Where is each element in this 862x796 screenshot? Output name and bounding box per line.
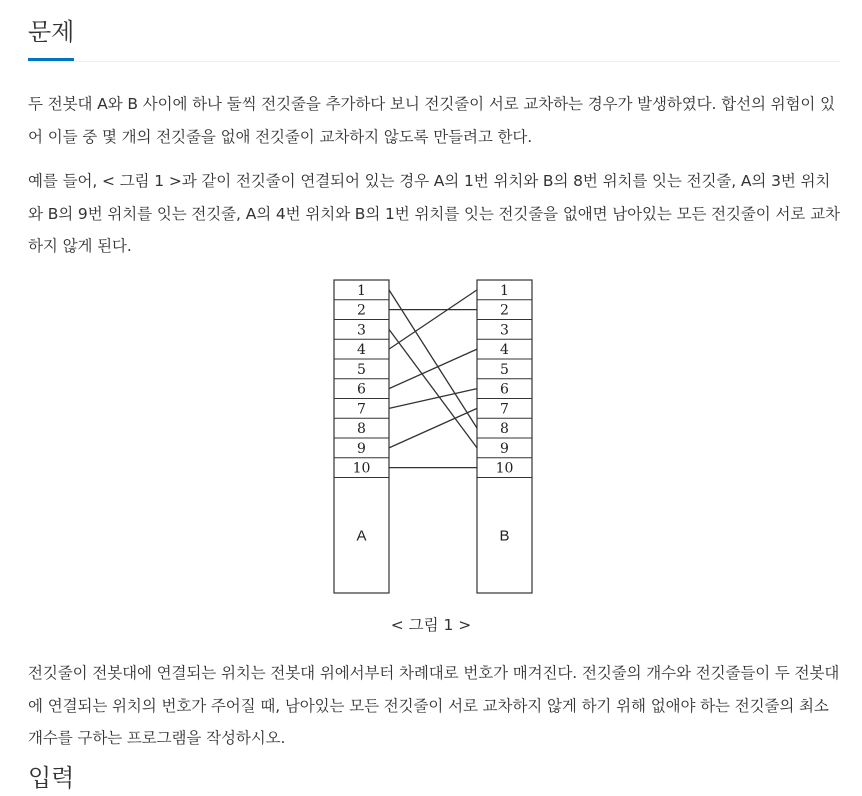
pole-b (477, 280, 532, 593)
pole-a-position-label: 4 (357, 342, 366, 359)
pole-b-position-label: 2 (500, 302, 509, 319)
problem-paragraph-2: 예를 들어, < 그림 1 >과 같이 전깃줄이 연결되어 있는 경우 A의 1번 위치와 B의 8번 위치를 잇는 전깃줄, A의 3번 위치와 B의 9번 위치를 잇는 전깃줄, A의 4번 위치와 B의 1번 위치를 잇는 전깃줄을 없애면 남아있는 모든 전깃줄이 서로 교차하지 않게 된다. (28, 172, 840, 255)
wire-a7-b6 (389, 389, 477, 409)
wire-a1-b8 (389, 290, 477, 428)
figure-caption: < 그림 1 > (390, 616, 472, 634)
pole-b-position-label: 8 (500, 421, 509, 438)
pole-a-position-label: 9 (357, 440, 366, 457)
input-section-title: 입력 (28, 764, 75, 792)
pole-a-position-label: 2 (357, 302, 366, 319)
wire-a6-b4 (389, 349, 477, 389)
pole-b-position-label: 6 (500, 381, 509, 398)
pole-b-position-label: 7 (500, 401, 509, 418)
pole-b-label: B (499, 527, 510, 545)
pole-a-position-label: 7 (357, 401, 366, 418)
wire-a4-b1 (389, 290, 477, 349)
pole-b-position-label: 9 (500, 440, 509, 457)
pole-b-position-label: 5 (500, 361, 509, 378)
pole-a-position-label: 5 (357, 361, 366, 378)
pole-b-position-label: 10 (495, 460, 514, 477)
pole-a-position-label: 3 (357, 322, 366, 339)
pole-a-label: A (356, 527, 367, 545)
problem-title: 문제 (28, 18, 75, 46)
problem-paragraph-3: 전깃줄이 전봇대에 연결되는 위치는 전봇대 위에서부터 차례대로 번호가 매겨진다. 전깃줄의 개수와 전깃줄들이 두 전봇대에 연결되는 위치의 번호가 주어질 때, 남아있는 모든 전깃줄이 서로 교차하지 않게 하기 위해 없애야 하는 전깃줄의 최소 개수를 구하는 프로그램을 작성하시오. (28, 664, 840, 747)
pole-b-position-label: 1 (500, 282, 509, 299)
wires (389, 290, 477, 468)
pole-a-position-label: 10 (352, 460, 371, 477)
problem-paragraph-1: 두 전봇대 A와 B 사이에 하나 둘씩 전깃줄을 추가하다 보니 전깃줄이 서로 교차하는 경우가 발생하였다. 합선의 위험이 있어 이들 중 몇 개의 전깃줄을 없애 전깃줄이 교차하지 않도록 만들려고 한다. (28, 95, 835, 146)
wire-a9-b7 (389, 408, 477, 448)
pole-a-position-label: 8 (357, 421, 366, 438)
wire-a3-b9 (389, 329, 477, 448)
pole-a (334, 280, 389, 593)
pole-a-position-label: 6 (357, 381, 366, 398)
pole-a-position-label: 1 (357, 282, 366, 299)
pole-b-position-label: 3 (500, 322, 509, 339)
pole-b-position-label: 4 (500, 342, 509, 359)
